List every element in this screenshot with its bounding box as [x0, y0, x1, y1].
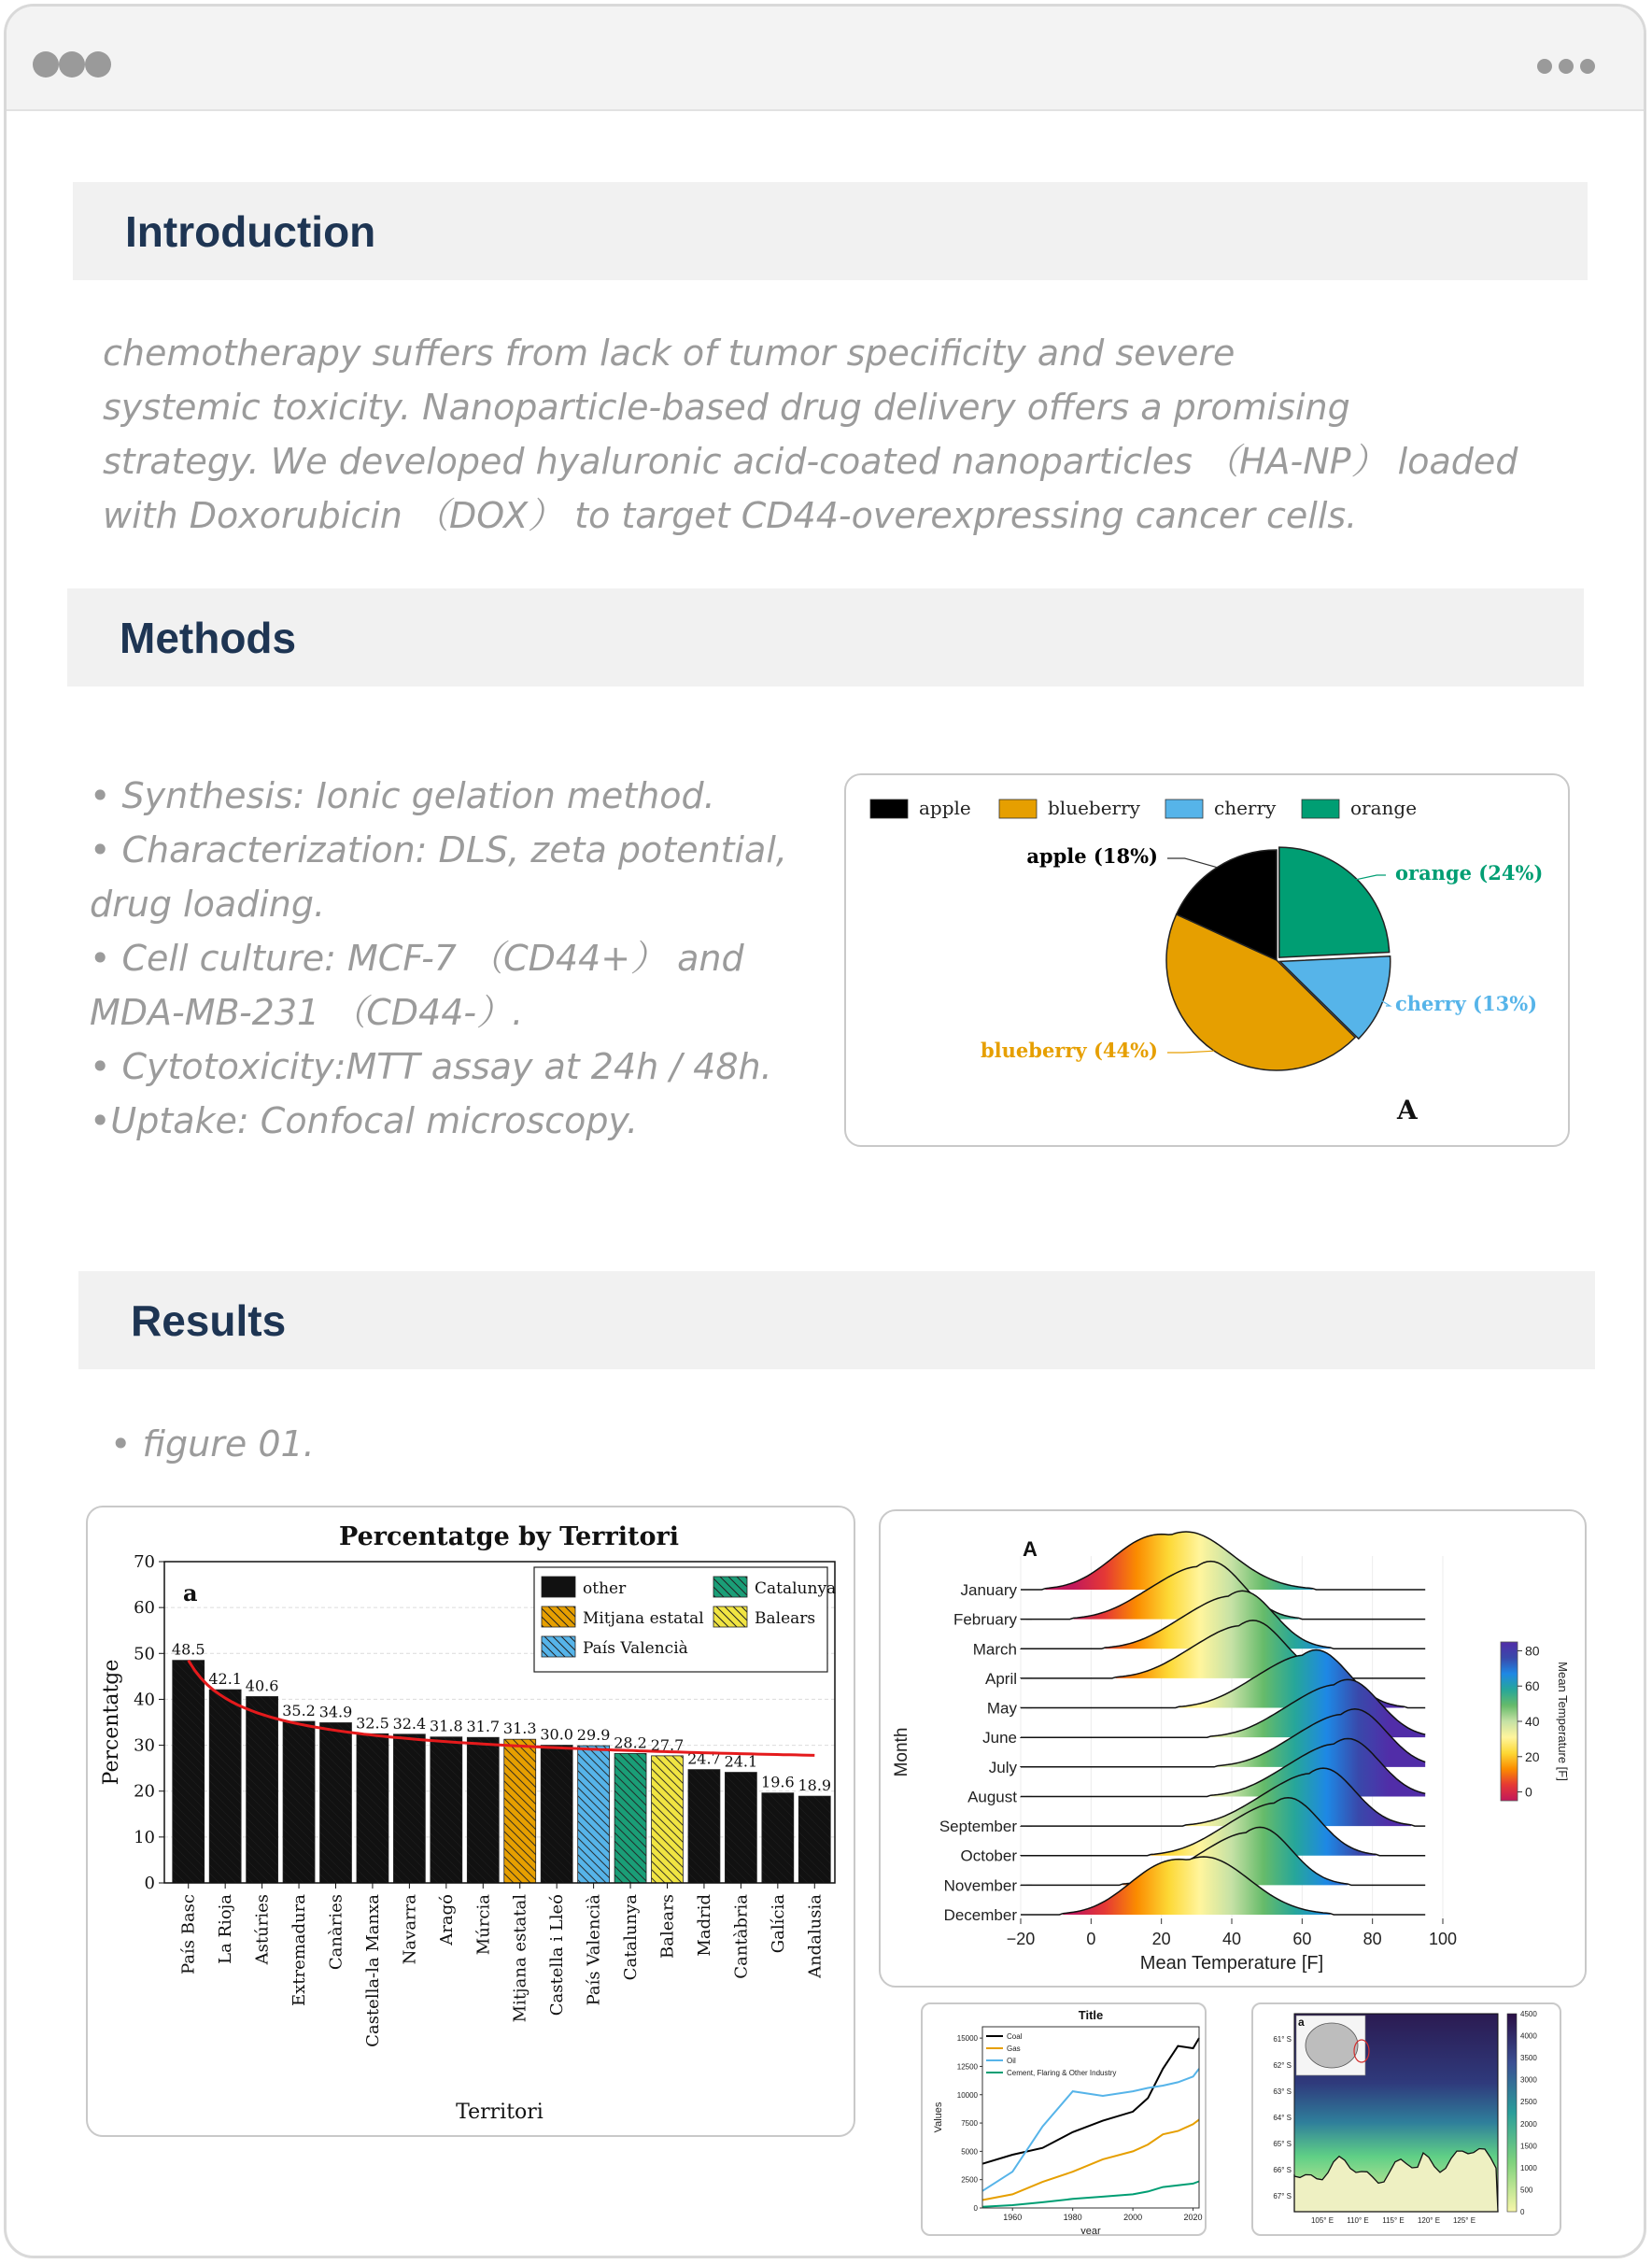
- colorbar-tick-label: 2500: [1520, 2098, 1537, 2107]
- x-tick-label: 100: [1428, 1930, 1458, 1948]
- longitude-label: 125° E: [1452, 2216, 1476, 2225]
- introduction-line: with Doxorubicin （DOX） to target CD44-overexpressing cancer cells.: [103, 495, 1358, 536]
- series-line: [982, 2119, 1199, 2200]
- legend-label: apple: [919, 797, 971, 819]
- x-tick-label: 80: [1363, 1930, 1382, 1948]
- panel-label: a: [1298, 2016, 1305, 2029]
- legend-swatch: [542, 1577, 575, 1597]
- introduction-line: chemotherapy suffers from lack of tumor specificity and severe: [103, 333, 1235, 374]
- methods-line: • Cell culture: MCF-7 （CD44+） and: [90, 938, 744, 979]
- y-tick-label: 50: [134, 1644, 155, 1664]
- legend-swatch: [1165, 799, 1203, 818]
- pie-slice-label: cherry (13%): [1395, 992, 1538, 1015]
- bar-hatch: [725, 1773, 756, 1883]
- window-control-dot[interactable]: [85, 51, 111, 78]
- latitude-label: 66° S: [1273, 2166, 1292, 2174]
- methods-line: MDA-MB-231 （CD44-）.: [90, 992, 524, 1033]
- pie-chart-card: [844, 773, 1570, 1147]
- y-tick-label: 7500: [961, 2119, 978, 2129]
- x-tick-label: Andalusia: [805, 1894, 826, 1978]
- colorbar-tick-label: 500: [1520, 2186, 1533, 2195]
- longitude-label: 115° E: [1382, 2216, 1405, 2225]
- bar-value-label: 30.0: [540, 1725, 573, 1744]
- bar-value-label: 27.7: [650, 1735, 685, 1754]
- x-tick-label: 0: [1086, 1930, 1096, 1948]
- bar-chart: [88, 1507, 855, 2137]
- chart-title: Title: [1078, 2008, 1104, 2022]
- introduction-line: strategy. We developed hyaluronic acid-coated nanoparticles （HA-NP） loaded: [103, 441, 1518, 482]
- methods-text: [90, 769, 837, 1148]
- legend-label: Gas: [1007, 2045, 1021, 2053]
- ridge-chart-card: [879, 1509, 1587, 1988]
- x-axis-label: year: [1080, 2226, 1101, 2237]
- bar-value-label: 35.2: [282, 1702, 316, 1720]
- results-title: Results: [131, 1295, 287, 1345]
- legend-label: blueberry: [1048, 797, 1140, 819]
- y-tick-label: 10: [134, 1827, 155, 1847]
- colorbar-tick-label: 1000: [1520, 2163, 1537, 2172]
- introduction-line: systemic toxicity. Nanoparticle-based drug delivery offers a promising: [103, 387, 1350, 428]
- methods-line: drug loading.: [90, 884, 326, 925]
- introduction-text: [103, 326, 1597, 543]
- y-tick-label: 30: [134, 1735, 155, 1756]
- pie-leader-line: [1352, 875, 1386, 881]
- longitude-label: 105° E: [1310, 2216, 1334, 2225]
- bar-value-label: 34.9: [318, 1703, 353, 1721]
- x-axis-label: Territori: [456, 2101, 544, 2124]
- window-control-dot[interactable]: [59, 51, 85, 78]
- y-tick-label: 0: [144, 1874, 155, 1893]
- legend-swatch: [870, 799, 908, 818]
- bar-hatch: [357, 1733, 388, 1883]
- bar-hatch: [798, 1796, 830, 1883]
- legend-label: Cement, Flaring & Other Industry: [1007, 2069, 1117, 2077]
- bar-hatch: [209, 1690, 241, 1883]
- y-tick-label: December: [943, 1906, 1017, 1924]
- y-tick-label: 5000: [961, 2147, 978, 2157]
- x-tick-label: Múrcia: [473, 1894, 494, 1956]
- pie-slice-orange: [1279, 847, 1390, 957]
- pie-slice-label: orange (24%): [1395, 861, 1544, 884]
- x-tick-label: 2020: [1183, 2213, 1203, 2222]
- y-tick-label: 40: [134, 1690, 155, 1710]
- legend-swatch-hatch: [542, 1606, 575, 1627]
- x-tick-label: Balears: [657, 1894, 678, 1959]
- y-tick-label: October: [960, 1847, 1017, 1865]
- colorbar-tick-label: 0: [1525, 1784, 1532, 1800]
- x-tick-label: 40: [1221, 1930, 1242, 1948]
- bar-hatch: [320, 1722, 352, 1883]
- x-tick-label: Castella-la Manxa: [362, 1894, 383, 2047]
- x-tick-label: Extremadura: [289, 1894, 310, 2007]
- y-axis-label: Values: [933, 2101, 944, 2133]
- bar-hatch: [467, 1737, 499, 1883]
- x-tick-label: Catalunya: [621, 1894, 642, 1981]
- y-tick-label: November: [943, 1876, 1017, 1895]
- pie-slice-label: apple (18%): [1026, 844, 1158, 868]
- chart-title: Percentatge by Territori: [339, 1522, 679, 1551]
- more-options-icon[interactable]: [1537, 59, 1595, 74]
- colorbar-tick-label: 2000: [1520, 2119, 1537, 2129]
- colorbar-tick-label: 20: [1525, 1748, 1540, 1764]
- bar-value-label: 40.6: [245, 1677, 279, 1695]
- window-titlebar: [7, 7, 1644, 111]
- methods-header: [67, 588, 1584, 686]
- colorbar-tick-label: 3500: [1520, 2054, 1537, 2063]
- latitude-label: 64° S: [1273, 2114, 1292, 2122]
- line-chart-card: [921, 2002, 1207, 2236]
- methods-title: Methods: [120, 613, 297, 662]
- legend-label: Mitjana estatal: [583, 1609, 704, 1628]
- y-tick-label: 12500: [956, 2062, 978, 2072]
- bar-hatch: [688, 1770, 720, 1883]
- latitude-label: 62° S: [1273, 2061, 1292, 2070]
- map-heatmap: [1253, 2004, 1561, 2236]
- x-tick-label: 1960: [1003, 2213, 1023, 2222]
- bar-value-label: 32.4: [392, 1714, 427, 1733]
- legend-swatch: [1302, 799, 1339, 818]
- x-tick-label: Mitjana estatal: [510, 1894, 530, 2023]
- antarctica-shape: [1306, 2023, 1358, 2068]
- legend-swatch-hatch: [713, 1577, 747, 1597]
- bar-value-label: 42.1: [208, 1670, 242, 1689]
- pie-chart: [846, 775, 1570, 1147]
- results-bullet: • figure 01.: [110, 1423, 315, 1465]
- y-tick-label: 60: [134, 1598, 155, 1619]
- bar-value-label: 32.5: [356, 1714, 389, 1733]
- y-tick-label: 20: [134, 1781, 155, 1802]
- x-tick-label: Navarra: [400, 1894, 420, 1965]
- legend-swatch: [999, 799, 1037, 818]
- ridgeline-chart: [881, 1511, 1587, 1988]
- colorbar-tick-label: 40: [1525, 1714, 1540, 1729]
- methods-line: • Synthesis: Ionic gelation method.: [90, 775, 715, 816]
- methods-line: • Characterization: DLS, zeta potential,: [90, 829, 787, 870]
- panel-label: A: [1397, 1095, 1418, 1125]
- bar-value-label: 18.9: [798, 1776, 832, 1795]
- legend-label: orange: [1350, 797, 1418, 819]
- panel-label: a: [183, 1579, 198, 1606]
- colorbar-tick-label: 80: [1525, 1643, 1540, 1659]
- map-chart-card: [1251, 2002, 1561, 2236]
- line-chart: [923, 2004, 1207, 2236]
- colorbar-tick-label: 4000: [1520, 2031, 1537, 2041]
- x-tick-label: Astúries: [252, 1894, 273, 1965]
- legend-label: Oil: [1007, 2057, 1016, 2065]
- bar-hatch: [504, 1739, 536, 1883]
- y-tick-label: May: [986, 1699, 1017, 1718]
- x-tick-label: 2000: [1123, 2213, 1143, 2222]
- bar-hatch: [578, 1746, 610, 1883]
- y-tick-label: 70: [134, 1552, 155, 1572]
- longitude-label: 110° E: [1347, 2216, 1369, 2225]
- legend-label: cherry: [1214, 797, 1277, 819]
- y-tick-label: March: [972, 1640, 1017, 1659]
- bar-hatch: [541, 1746, 572, 1883]
- x-tick-label: Canàries: [326, 1894, 346, 1971]
- latitude-label: 67° S: [1273, 2192, 1292, 2200]
- colorbar-tick-label: 3000: [1520, 2075, 1537, 2085]
- colorbar: [1501, 1642, 1518, 1801]
- y-tick-label: 0: [973, 2204, 978, 2213]
- legend-label: País Valencià: [583, 1639, 688, 1658]
- bar-value-label: 31.8: [430, 1717, 463, 1735]
- legend-swatch-hatch: [542, 1636, 575, 1657]
- panel-label: A: [1023, 1537, 1038, 1561]
- bar-value-label: 24.7: [687, 1749, 721, 1768]
- bar-value-label: 31.7: [466, 1718, 501, 1736]
- x-tick-label: 20: [1151, 1930, 1171, 1948]
- x-tick-label: País Basc: [178, 1894, 199, 1975]
- bar-value-label: 48.5: [171, 1640, 205, 1659]
- y-tick-label: June: [982, 1729, 1017, 1748]
- y-tick-label: February: [953, 1610, 1017, 1629]
- latitude-label: 65° S: [1273, 2140, 1292, 2148]
- x-tick-label: 60: [1292, 1930, 1312, 1948]
- bar-value-label: 19.6: [761, 1773, 795, 1791]
- y-tick-label: 15000: [956, 2034, 978, 2044]
- bar-value-label: 29.9: [576, 1726, 611, 1745]
- x-tick-label: La Rioja: [216, 1894, 236, 1964]
- x-tick-label: Madrid: [694, 1894, 714, 1957]
- introduction-title: Introduction: [125, 206, 376, 256]
- colorbar-tick-label: 60: [1525, 1678, 1540, 1694]
- x-tick-label: Galícia: [768, 1894, 788, 1954]
- bar-value-label: 28.2: [614, 1733, 647, 1752]
- introduction-header: [73, 182, 1588, 280]
- bar-hatch: [762, 1793, 794, 1883]
- bar-hatch: [247, 1696, 278, 1883]
- bar-hatch: [393, 1734, 425, 1883]
- methods-line: •Uptake: Confocal microscopy.: [90, 1100, 639, 1141]
- pie-leader-line: [1167, 1051, 1214, 1053]
- series-line: [982, 2069, 1199, 2191]
- colorbar-tick-label: 0: [1520, 2208, 1525, 2216]
- x-tick-label: País Valencià: [584, 1894, 604, 2006]
- colorbar: [1507, 2014, 1517, 2212]
- y-tick-label: August: [967, 1788, 1017, 1806]
- x-tick-label: Aragó: [436, 1894, 457, 1946]
- colorbar-label: Mean Temperature [F]: [1556, 1662, 1570, 1781]
- bar-hatch: [283, 1721, 315, 1883]
- methods-line: • Cytotoxicity:MTT assay at 24h / 48h.: [90, 1046, 772, 1087]
- colorbar-tick-label: 1500: [1520, 2142, 1537, 2151]
- y-tick-label: 10000: [956, 2090, 978, 2100]
- bar-value-label: 31.3: [502, 1719, 537, 1738]
- results-header: [78, 1271, 1595, 1369]
- bar-hatch: [173, 1661, 205, 1883]
- y-axis-label: Month: [892, 1727, 911, 1777]
- pie-slice-label: blueberry (44%): [980, 1039, 1158, 1062]
- y-tick-label: April: [984, 1669, 1017, 1688]
- y-tick-label: July: [988, 1758, 1017, 1776]
- x-tick-label: Castella i Lleó: [547, 1894, 568, 2016]
- x-axis-label: Mean Temperature [F]: [1139, 1953, 1324, 1974]
- bar-value-label: 24.1: [724, 1752, 758, 1771]
- pie-leader-line: [1167, 858, 1217, 868]
- legend-label: Coal: [1007, 2032, 1023, 2041]
- plot-frame: [982, 2027, 1199, 2208]
- latitude-label: 61° S: [1273, 2035, 1292, 2044]
- x-tick-label: −20: [1006, 1930, 1036, 1948]
- latitude-label: 63° S: [1273, 2087, 1292, 2096]
- y-tick-label: January: [960, 1581, 1017, 1599]
- y-tick-label: 2500: [961, 2175, 978, 2185]
- bar-hatch: [614, 1753, 646, 1883]
- bar-chart-card: [86, 1506, 855, 2137]
- bar-hatch: [431, 1737, 462, 1883]
- bar-hatch: [652, 1756, 684, 1883]
- legend-label: Catalunya: [755, 1579, 837, 1598]
- y-tick-label: September: [939, 1818, 1017, 1836]
- x-tick-label: 1980: [1063, 2213, 1082, 2222]
- legend-label: Balears: [755, 1609, 816, 1628]
- y-axis-label: Percentatge: [100, 1659, 123, 1786]
- legend-swatch-hatch: [713, 1606, 747, 1627]
- x-tick-label: Cantàbria: [731, 1894, 752, 1979]
- legend-label: other: [583, 1579, 627, 1598]
- window-control-dot[interactable]: [33, 51, 59, 78]
- colorbar-tick-label: 4500: [1520, 2010, 1537, 2018]
- longitude-label: 120° E: [1417, 2216, 1441, 2225]
